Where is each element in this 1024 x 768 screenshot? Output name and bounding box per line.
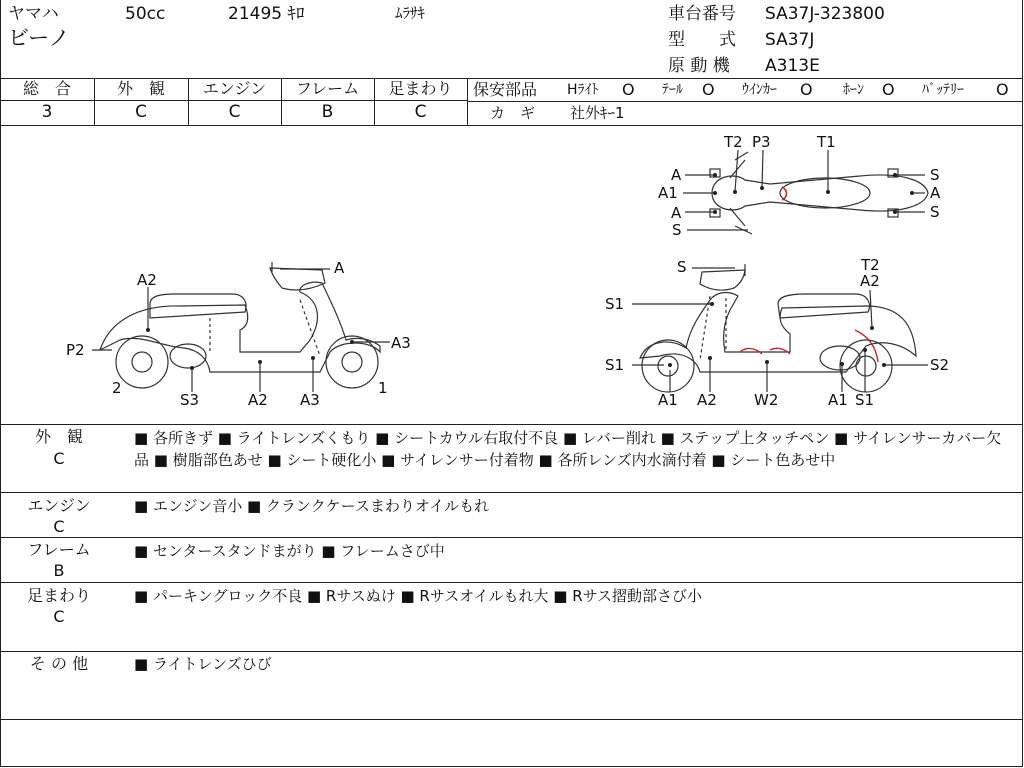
diagram-label: P3 [752,133,771,151]
remark-frame-label: フレーム [27,540,91,559]
remark-exterior-text: ■ 各所きず ■ ライトレンズくもり ■ シートカウル右取付不良 ■ レバー削れ ■ ステップ上タッチペン ■ サイレンサーカバー欠品 ■ 樹脂部色あせ ■ シート硬化小 ■ サイレンサー付着物 ■ 各所レンズ内水滴付着 ■ シート色あせ中 [134,429,1002,469]
remark-other-text: ■ ライトレンズひび [134,655,272,673]
displacement: 50cc [125,4,166,24]
diagram-label: S [930,166,940,184]
safety-battery: ﾊﾞｯﾃﾘｰ [922,82,964,98]
safety-headlight: Hﾗｲﾄ [567,82,599,98]
model-name: ビーノ [8,26,70,50]
safety-tail: ﾃｰﾙ [662,82,683,98]
diagram-label: A1 [658,184,678,202]
diagram-label: S [677,258,687,276]
diagram-label: S1 [605,356,625,374]
diagram-label: A [671,166,682,184]
top-view-scooter [710,152,928,234]
engine-grade-value: C [228,102,241,122]
maker: ヤマハ [8,4,59,24]
diagram-label: A2 [697,391,717,409]
diagram-label: W2 [754,391,779,409]
chassis-value: SA37J-323800 [765,4,885,24]
type-label: 型 式 [668,30,736,50]
remark-engine-grade: C [53,517,65,536]
diagram-label: A2 [137,271,157,289]
diagram-label: 1 [378,379,388,397]
diagram-label: S2 [930,356,950,374]
safety-winker-status: O [800,80,813,99]
diagram-label: S3 [180,391,200,409]
diagram-label: T2 [861,256,880,274]
diagram-label: T2 [724,133,743,151]
key-label: カ ギ [490,104,536,122]
suspension-grade-label: 足まわり [388,79,453,98]
exterior-grade-label: 外 観 [116,79,165,98]
safety-horn: ﾎｰﾝ [843,82,864,98]
safety-horn-status: O [882,80,895,99]
remark-frame-text: ■ センタースタンドまがり ■ フレームさび中 [134,542,445,560]
diagram-label: S1 [855,391,875,409]
right-side-leaders [632,268,928,392]
diagram-label: S1 [605,295,625,313]
suspension-grade-value: C [414,102,427,122]
condition-diagram [0,126,1022,424]
diagram-label: A2 [860,272,880,290]
exterior-grade-value: C [135,102,147,122]
top-view-leaders [683,150,925,230]
safety-winker: ｳｲﾝｶｰ [742,82,777,98]
remark-engine-label: エンジン [27,496,91,515]
diagram-label: S [672,221,682,239]
engine-value: A313E [765,56,820,76]
diagram-label: A1 [828,391,848,409]
diagram-label: T1 [817,133,836,151]
overall-value: 3 [41,102,53,122]
safety-label: 保安部品 [473,80,538,99]
diagram-label: A [930,184,941,202]
safety-battery-status: O [996,80,1009,99]
mileage: 21495 ｷﾛ [228,4,305,24]
diagram-label: A [671,204,682,222]
remark-suspension-grade: C [53,607,65,626]
remark-suspension-text: ■ パーキングロック不良 ■ Rサスぬけ ■ Rサスオイルもれ大 ■ Rサス摺動部さび小 [134,587,703,605]
damage-points [146,173,914,370]
remark-suspension-label: 足まわり [26,586,91,605]
frame-grade-value: B [321,102,334,122]
chassis-label: 車台番号 [668,4,736,24]
remark-frame-grade: B [53,561,65,580]
key-value: 社外ｷｰ1 [570,104,625,122]
diagram-label: S [930,203,940,221]
type-value: SA37J [765,30,815,50]
diagram-label: A [334,259,345,277]
engine-label: 原 動 機 [668,56,730,76]
diagram-label: A3 [300,391,320,409]
diagram-label: 2 [112,379,122,397]
remark-exterior-label: 外 観 [34,427,83,446]
color: ﾑﾗｻｷ [395,4,426,22]
safety-headlight-status: O [622,80,635,99]
remark-exterior-grade: C [53,449,65,468]
diagram-label: A3 [391,334,411,352]
remark-other-label: そ の 他 [29,654,89,673]
diagram-label: A1 [658,391,678,409]
diagram-label: P2 [66,341,85,359]
frame-grade-label: フレーム [295,79,360,98]
safety-tail-status: O [702,80,715,99]
engine-grade-label: エンジン [202,79,267,98]
remark-engine-text: ■ エンジン音小 ■ クランクケースまわりオイルもれ [134,497,490,515]
overall-label: 総 合 [22,79,71,98]
diagram-label: A2 [248,391,268,409]
